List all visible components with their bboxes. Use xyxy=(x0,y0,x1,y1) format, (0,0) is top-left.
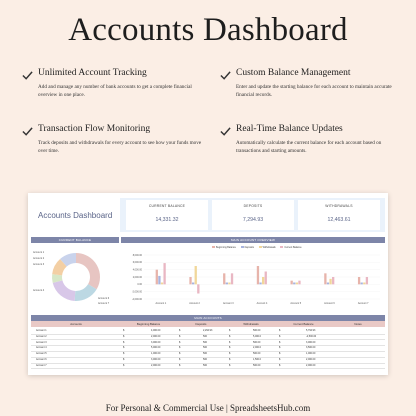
legend-swatch xyxy=(241,246,244,248)
legend-swatch xyxy=(280,246,283,248)
legend-label: Beginning Balance xyxy=(216,246,236,249)
table-cell: $ xyxy=(123,346,125,350)
bar xyxy=(158,276,160,284)
kpi-current-balance xyxy=(126,200,208,230)
kpi-value: 12,463.61 xyxy=(327,217,351,223)
table-cell: 5,000.00 xyxy=(151,346,161,350)
table-cell: 3,000.00 xyxy=(306,340,316,344)
table-cell: 2,294.93 xyxy=(203,329,213,332)
balance-pie-chart xyxy=(50,251,102,303)
bar xyxy=(332,277,334,284)
check-icon xyxy=(220,70,231,81)
table-cell: 3,000.00 xyxy=(151,358,161,361)
table-cell: Account 7 xyxy=(36,363,47,367)
y-tick-label: 2,000.00 xyxy=(132,275,142,279)
bar xyxy=(195,266,197,284)
current-balance-header: CURRENT BALANCE xyxy=(31,237,119,243)
table-cell: Account 3 xyxy=(36,340,47,344)
kpi-value: 7,294.93 xyxy=(242,217,264,223)
table-cell: 2,000.00 xyxy=(306,363,316,367)
pie-slice xyxy=(76,253,100,289)
main-accounts-header: MAIN ACCOUNTS xyxy=(31,315,385,321)
feature-title: Real-Time Balance Updates xyxy=(236,124,343,134)
y-tick-label: 4,000.00 xyxy=(132,268,142,272)
table-cell: 2,000.00 xyxy=(151,334,161,338)
table-cell: 2,000.0 xyxy=(253,346,261,350)
table-cell: $ xyxy=(123,358,125,361)
bar xyxy=(223,273,225,284)
bar xyxy=(156,270,158,285)
table-cell: 500 xyxy=(203,358,207,361)
y-tick-label: -2,000.00 xyxy=(131,290,142,294)
bar xyxy=(298,281,300,285)
legend-label: Withdrawals xyxy=(262,246,276,249)
table-cell: 3,000.00 xyxy=(151,340,161,344)
table-cell: 2,000.00 xyxy=(306,358,316,361)
table-cell: $ xyxy=(229,352,231,356)
table-cell: -2,500.00 xyxy=(306,334,317,338)
table-cell: $ xyxy=(179,363,181,367)
table-cell: $ xyxy=(123,334,125,338)
table-cell: Account 5 xyxy=(36,352,47,356)
table-cell: Account 6 xyxy=(36,358,47,361)
chart-legend xyxy=(208,246,302,249)
table-cell: 500 xyxy=(203,363,207,367)
table-cell: $ xyxy=(123,329,125,332)
th-notes: Notes xyxy=(354,322,362,326)
bar xyxy=(262,277,264,284)
bar xyxy=(259,283,261,285)
footer-text: For Personal & Commercial Use | SpreadsheetsHub.com xyxy=(105,403,311,413)
table-cell: 1,000.00 xyxy=(306,352,316,356)
bar xyxy=(366,277,368,284)
feature-title: Transaction Flow Monitoring xyxy=(38,124,151,134)
pie-label: Account 6 xyxy=(98,297,110,300)
table-cell: $ xyxy=(123,352,125,356)
th-current-balance: Current Balance xyxy=(293,322,314,326)
bar xyxy=(291,281,293,285)
feature-title: Unlimited Account Tracking xyxy=(38,68,147,78)
account-overview-bar-chart xyxy=(124,251,384,311)
bar xyxy=(361,283,363,285)
table-cell: $ xyxy=(123,340,125,344)
feature-desc: Add and manage any number of bank accounts to get a complete financial overview in one place. xyxy=(38,84,192,99)
bar xyxy=(296,283,298,285)
pie-slice xyxy=(53,280,76,301)
bar xyxy=(228,283,230,285)
x-tick-label: Account 4 xyxy=(256,302,268,305)
table-cell: 500.00 xyxy=(253,340,261,344)
check-icon xyxy=(22,70,33,81)
x-tick-label: Account 3 xyxy=(222,302,234,305)
dashboard-preview xyxy=(28,193,388,375)
table-cell: $ xyxy=(229,329,231,332)
x-tick-label: Account 1 xyxy=(155,302,167,305)
bar xyxy=(257,266,259,284)
bar xyxy=(265,272,267,285)
table-cell: 5,000.0 xyxy=(253,334,261,338)
bar xyxy=(161,283,163,285)
bar xyxy=(192,283,194,285)
table-cell: Account 2 xyxy=(36,334,47,338)
bar xyxy=(329,279,331,285)
table-cell: Account 4 xyxy=(36,346,47,350)
pie-label: Account 4 xyxy=(33,289,45,292)
th-accounts: Accounts xyxy=(70,322,82,326)
feature-desc: Track deposits and withdrawals for every account to see how your funds move over time. xyxy=(38,140,202,155)
table-cell: $ xyxy=(279,358,281,361)
y-tick-label: 8,000.00 xyxy=(132,253,142,257)
table-cell: 500 xyxy=(203,352,207,356)
table-cell: $ xyxy=(179,340,181,344)
feature-title: Custom Balance Management xyxy=(236,68,351,78)
table-cell: $ xyxy=(179,352,181,356)
bar xyxy=(324,273,326,284)
table-cell: $ xyxy=(229,358,231,361)
table-cell: 1,000.00 xyxy=(151,352,161,356)
bar xyxy=(327,283,329,285)
y-tick-label: -4,000.00 xyxy=(131,297,142,301)
table-cell: 500 xyxy=(203,346,207,350)
table-cell: $ xyxy=(179,358,181,361)
th-beginning-balance: Beginning Balance xyxy=(136,322,161,326)
kpi-label: CURRENT BALANCE xyxy=(148,204,186,208)
table-cell: $ xyxy=(229,346,231,350)
pie-label: Account 1 xyxy=(33,251,45,254)
y-tick-label: 6,000.00 xyxy=(132,261,142,265)
table-cell: $ xyxy=(179,346,181,350)
table-cell: $ xyxy=(279,352,281,356)
th-withdrawals: Withdrawals xyxy=(243,322,259,326)
legend-swatch xyxy=(212,246,215,248)
table-cell: $ xyxy=(279,334,281,338)
table-cell: $ xyxy=(279,346,281,350)
table-row xyxy=(31,363,385,370)
page-title: Accounts Dashboard xyxy=(68,12,348,48)
table-cell: $ xyxy=(179,334,181,338)
overview-header: MAIN ACCOUNT OVERVIEW xyxy=(121,237,385,243)
table-cell: $ xyxy=(279,363,281,367)
table-cell: $ xyxy=(229,363,231,367)
table-cell: 500.00 xyxy=(253,329,261,332)
table-cell: 3,500.00 xyxy=(306,346,316,350)
table-cell: $ xyxy=(179,329,181,332)
bar xyxy=(189,277,191,284)
table-cell: 500 xyxy=(203,334,207,338)
table-cell: $ xyxy=(279,329,281,332)
table-cell: $ xyxy=(229,340,231,344)
bar xyxy=(163,263,165,284)
x-tick-label: Account 5 xyxy=(290,302,302,305)
bar xyxy=(293,283,295,285)
bar xyxy=(363,283,365,285)
check-icon xyxy=(22,126,33,137)
feature-desc: Automatically calculate the current balance for each account based on transactions and starting amounts. xyxy=(236,140,382,155)
legend-label: Deposits xyxy=(244,246,254,249)
kpi-deposits xyxy=(212,200,294,230)
check-icon xyxy=(220,126,231,137)
kpi-label: DEPOSITS xyxy=(243,204,263,208)
dashboard-title: Accounts Dashboard xyxy=(38,211,113,220)
table-cell: 500.00 xyxy=(253,352,261,356)
table-cell: 4,000.00 xyxy=(151,329,161,332)
pie-label: Account 2 xyxy=(33,257,45,260)
kpi-label: WITHDRAWALS xyxy=(325,204,353,208)
table-cell: 500 xyxy=(203,340,207,344)
kpi-value: 14,331.32 xyxy=(155,217,179,223)
x-tick-label: Account 6 xyxy=(324,302,335,305)
table-cell: $ xyxy=(123,363,125,367)
table-cell: $ xyxy=(279,340,281,344)
bar xyxy=(231,273,233,284)
th-deposits: Deposits xyxy=(195,322,207,326)
bar xyxy=(226,283,228,285)
table-cell: 2,000.00 xyxy=(151,363,161,367)
table-cell: $ xyxy=(229,334,231,338)
table-cell: 500.00 xyxy=(253,363,261,367)
x-tick-label: Account 2 xyxy=(189,302,200,305)
bar xyxy=(197,284,199,293)
pie-label: Account 7 xyxy=(98,302,110,305)
y-tick-label: 0.00 xyxy=(137,283,142,287)
legend-swatch xyxy=(259,246,262,248)
table-cell: 1,500.0 xyxy=(253,358,261,361)
kpi-withdrawals xyxy=(298,200,380,230)
table-cell: Account 1 xyxy=(36,329,47,332)
feature-desc: Enter and update the starting balance for each account to maintain accurate financial records. xyxy=(236,84,392,99)
bar xyxy=(358,277,360,284)
legend-label: Current Balance xyxy=(284,246,302,249)
table-cell: 5,794.93 xyxy=(306,329,316,332)
pie-label: Account 3 xyxy=(33,263,45,266)
x-tick-label: Account 7 xyxy=(357,302,369,305)
